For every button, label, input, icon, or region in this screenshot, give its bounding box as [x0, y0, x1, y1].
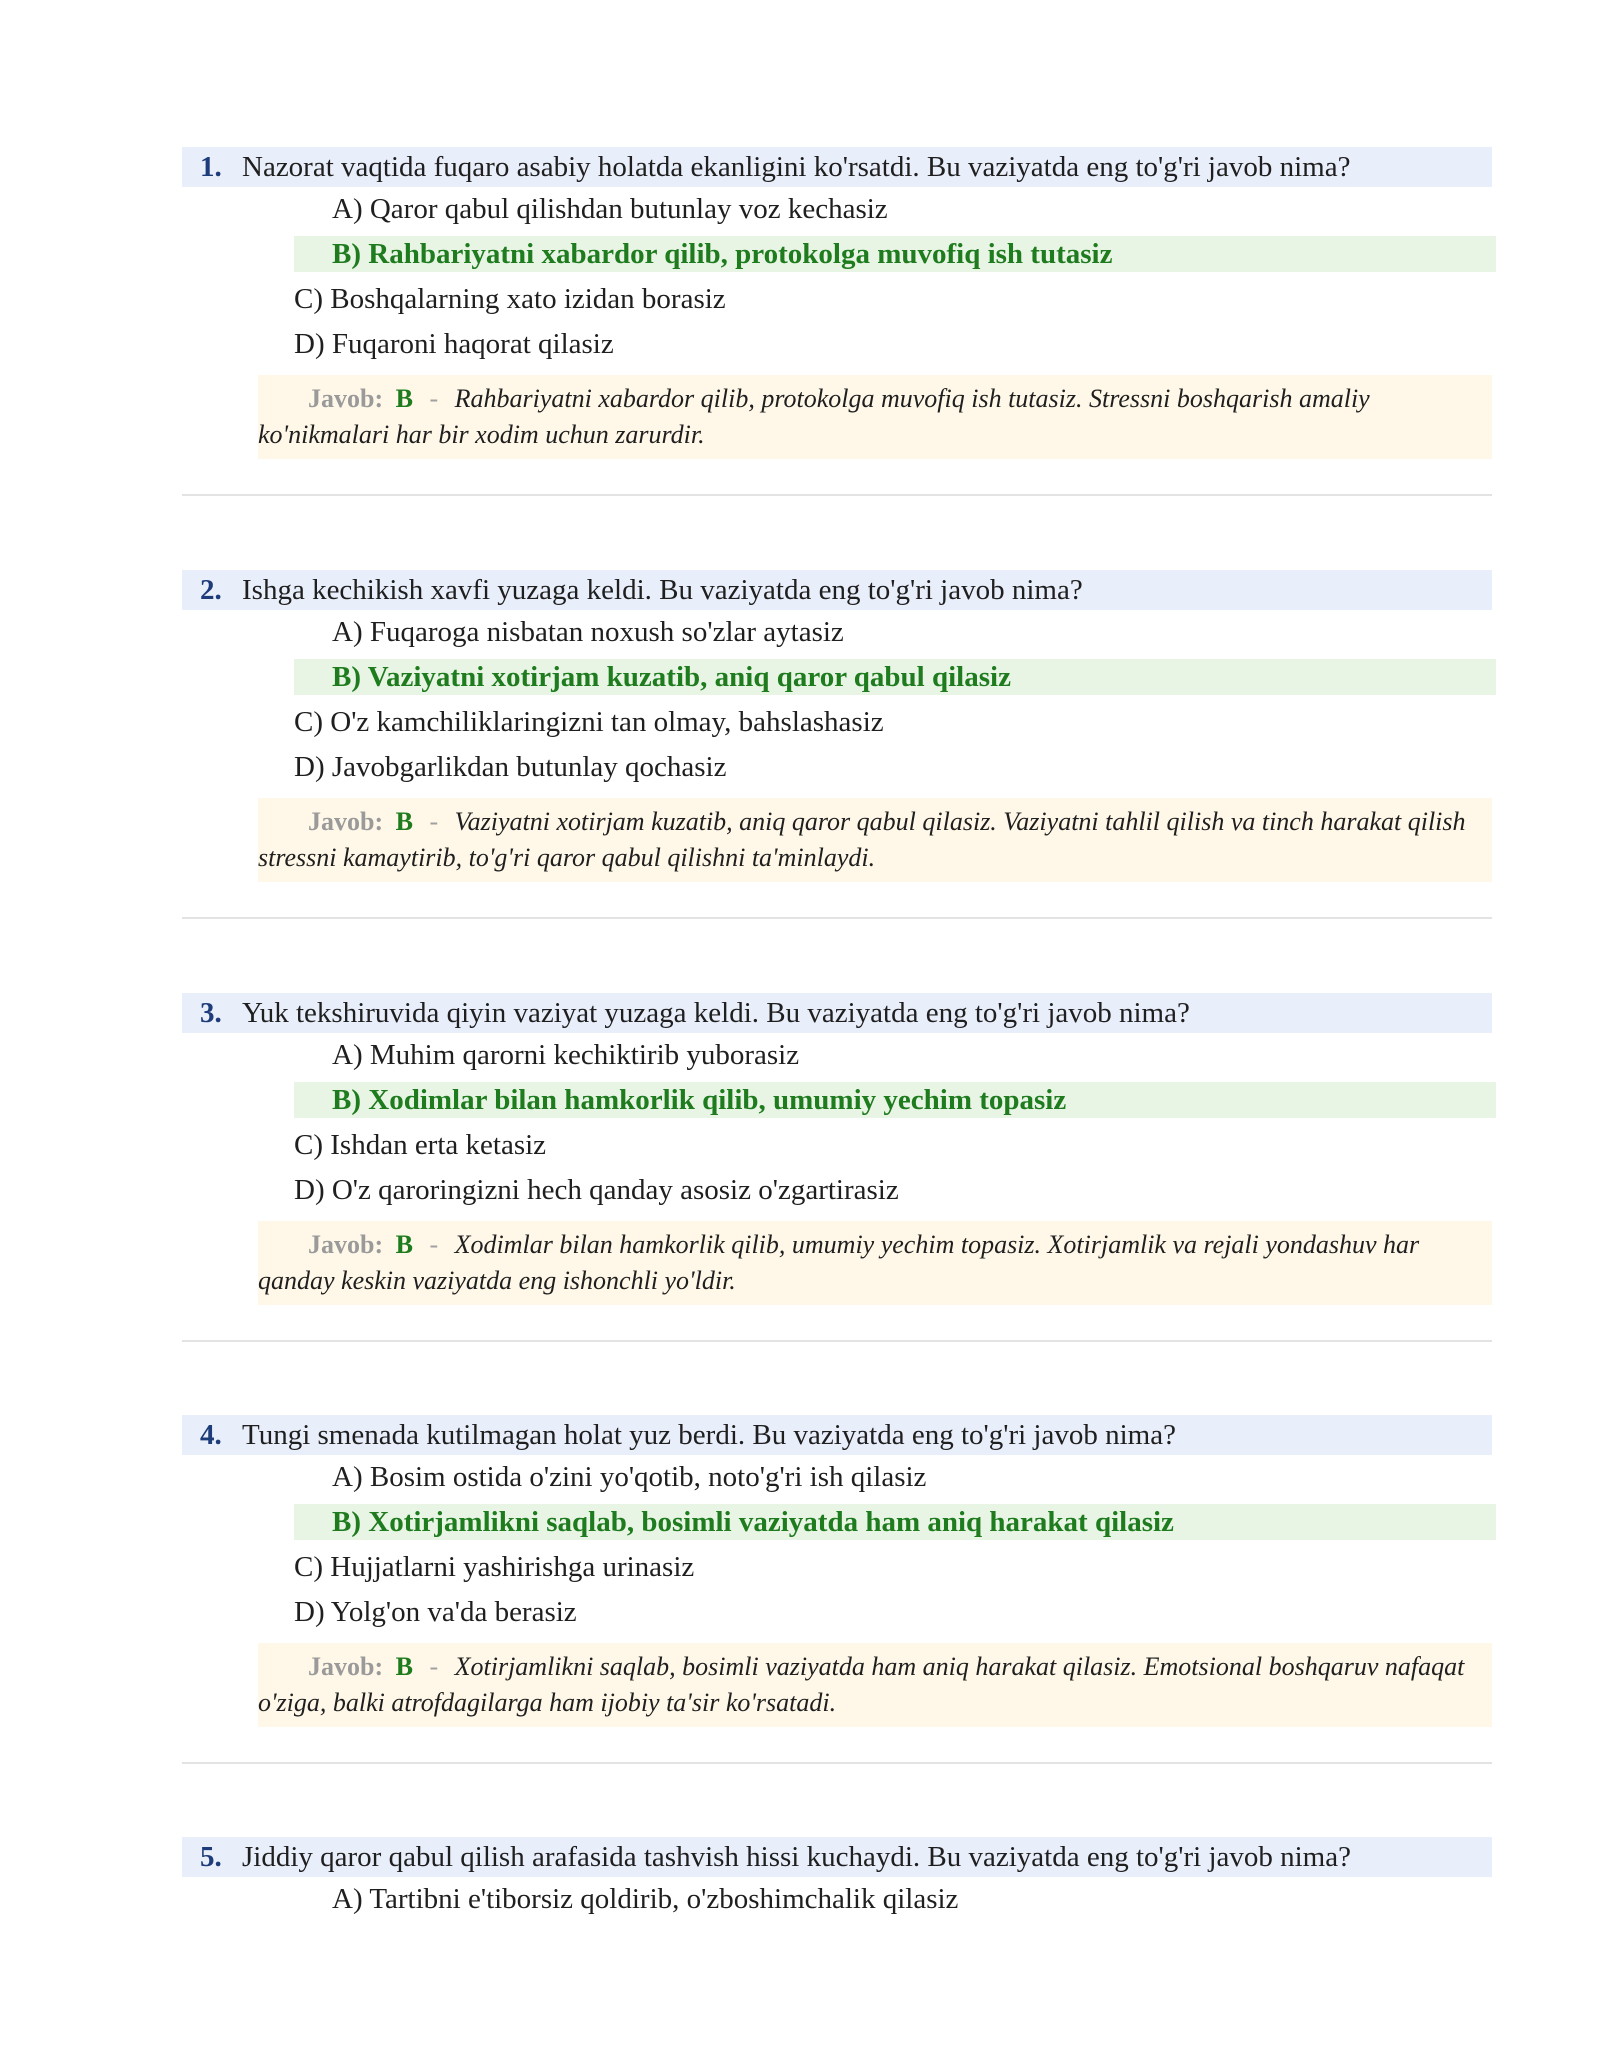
option-d: D) Javobgarlikdan butunlay qochasiz	[294, 751, 727, 783]
question-number: 5.	[200, 1841, 222, 1873]
question-header	[182, 1837, 1492, 1877]
question-number: 3.	[200, 997, 222, 1029]
answer-label: Javob:	[308, 807, 384, 836]
question-number: 2.	[200, 574, 222, 606]
answer-explanation	[258, 1643, 1492, 1727]
question-2	[182, 570, 1492, 882]
question-text: Tungi smenada kutilmagan holat yuz berdi. Bu vaziyatda eng to'g'ri javob nima?	[242, 1419, 1176, 1451]
option-d: D) Yolg'on va'da berasiz	[294, 1596, 577, 1628]
answer-dash: -	[429, 384, 439, 413]
option-b-correct: B) Rahbariyatni xabardor qilib, protokolga muvofiq ish tutasiz	[294, 236, 1496, 272]
answer-explanation	[258, 375, 1492, 459]
divider	[182, 494, 1492, 496]
option-d: D) O'z qaroringizni hech qanday asosiz o'zgartirasiz	[294, 1174, 899, 1206]
question-text: Jiddiy qaror qabul qilish arafasida tashvish hissi kuchaydi. Bu vaziyatda eng to'g'ri javob nima?	[242, 1841, 1351, 1873]
divider	[182, 1762, 1492, 1764]
option-a: A) Fuqaroga nisbatan noxush so'zlar aytasiz	[332, 616, 844, 648]
answer-letter: B	[395, 1230, 413, 1259]
question-4	[182, 1415, 1492, 1727]
question-1	[182, 147, 1492, 459]
question-number: 1.	[200, 151, 222, 183]
answer-text: Vaziyatni xotirjam kuzatib, aniq qaror qabul qilasiz. Vaziyatni tahlil qilish va tinch harakat qilish stressni kamaytirib, to'g'ri qaror qabul qilishni ta'minlaydi.	[258, 807, 1466, 872]
answer-letter: B	[395, 1652, 413, 1681]
option-c: C) Hujjatlarni yashirishga urinasiz	[294, 1551, 695, 1583]
answer-dash: -	[429, 807, 439, 836]
option-b-correct: B) Vaziyatni xotirjam kuzatib, aniq qaror qabul qilasiz	[294, 659, 1496, 695]
answer-label: Javob:	[308, 1230, 384, 1259]
question-text: Yuk tekshiruvida qiyin vaziyat yuzaga keldi. Bu vaziyatda eng to'g'ri javob nima?	[242, 997, 1190, 1029]
option-a: A) Muhim qarorni kechiktirib yuborasiz	[332, 1039, 800, 1071]
question-text: Nazorat vaqtida fuqaro asabiy holatda ekanligini ko'rsatdi. Bu vaziyatda eng to'g'ri javob nima?	[242, 151, 1351, 183]
answer-label: Javob:	[308, 384, 384, 413]
answer-text: Rahbariyatni xabardor qilib, protokolga muvofiq ish tutasiz. Stressni boshqarish amaliy ko'nikmalari har bir xodim uchun zarurdir.	[258, 384, 1370, 449]
option-a: A) Tartibni e'tiborsiz qoldirib, o'zboshimchalik qilasiz	[332, 1883, 959, 1915]
question-5	[182, 1837, 1492, 1922]
answer-label: Javob:	[308, 1652, 384, 1681]
answer-letter: B	[395, 807, 413, 836]
question-3	[182, 993, 1492, 1305]
option-c: C) O'z kamchiliklaringizni tan olmay, bahslashasiz	[294, 706, 884, 738]
answer-text: Xodimlar bilan hamkorlik qilib, umumiy yechim topasiz. Xotirjamlik va rejali yondashuv har qanday keskin vaziyatda eng ishonchli yo'ldir.	[258, 1230, 1420, 1295]
answer-explanation	[258, 798, 1492, 882]
option-c: C) Boshqalarning xato izidan borasiz	[294, 283, 726, 315]
question-header	[182, 570, 1492, 610]
option-d: D) Fuqaroni haqorat qilasiz	[294, 328, 614, 360]
divider	[182, 1340, 1492, 1342]
option-b-correct: B) Xodimlar bilan hamkorlik qilib, umumiy yechim topasiz	[294, 1082, 1496, 1118]
question-number: 4.	[200, 1419, 222, 1451]
answer-dash: -	[429, 1652, 439, 1681]
answer-letter: B	[395, 384, 413, 413]
question-header	[182, 147, 1492, 187]
question-text: Ishga kechikish xavfi yuzaga keldi. Bu vaziyatda eng to'g'ri javob nima?	[242, 574, 1083, 606]
divider	[182, 917, 1492, 919]
option-b-correct: B) Xotirjamlikni saqlab, bosimli vaziyatda ham aniq harakat qilasiz	[294, 1504, 1496, 1540]
question-header	[182, 993, 1492, 1033]
answer-text: Xotirjamlikni saqlab, bosimli vaziyatda ham aniq harakat qilasiz. Emotsional boshqaruv nafaqat o'ziga, balki atrofdagilarga ham ijobiy ta'sir ko'rsatadi.	[258, 1652, 1465, 1717]
option-a: A) Qaror qabul qilishdan butunlay voz kechasiz	[332, 193, 888, 225]
answer-dash: -	[429, 1230, 439, 1259]
answer-explanation	[258, 1221, 1492, 1305]
option-c: C) Ishdan erta ketasiz	[294, 1129, 547, 1161]
option-a: A) Bosim ostida o'zini yo'qotib, noto'g'ri ish qilasiz	[332, 1461, 927, 1493]
question-header	[182, 1415, 1492, 1455]
